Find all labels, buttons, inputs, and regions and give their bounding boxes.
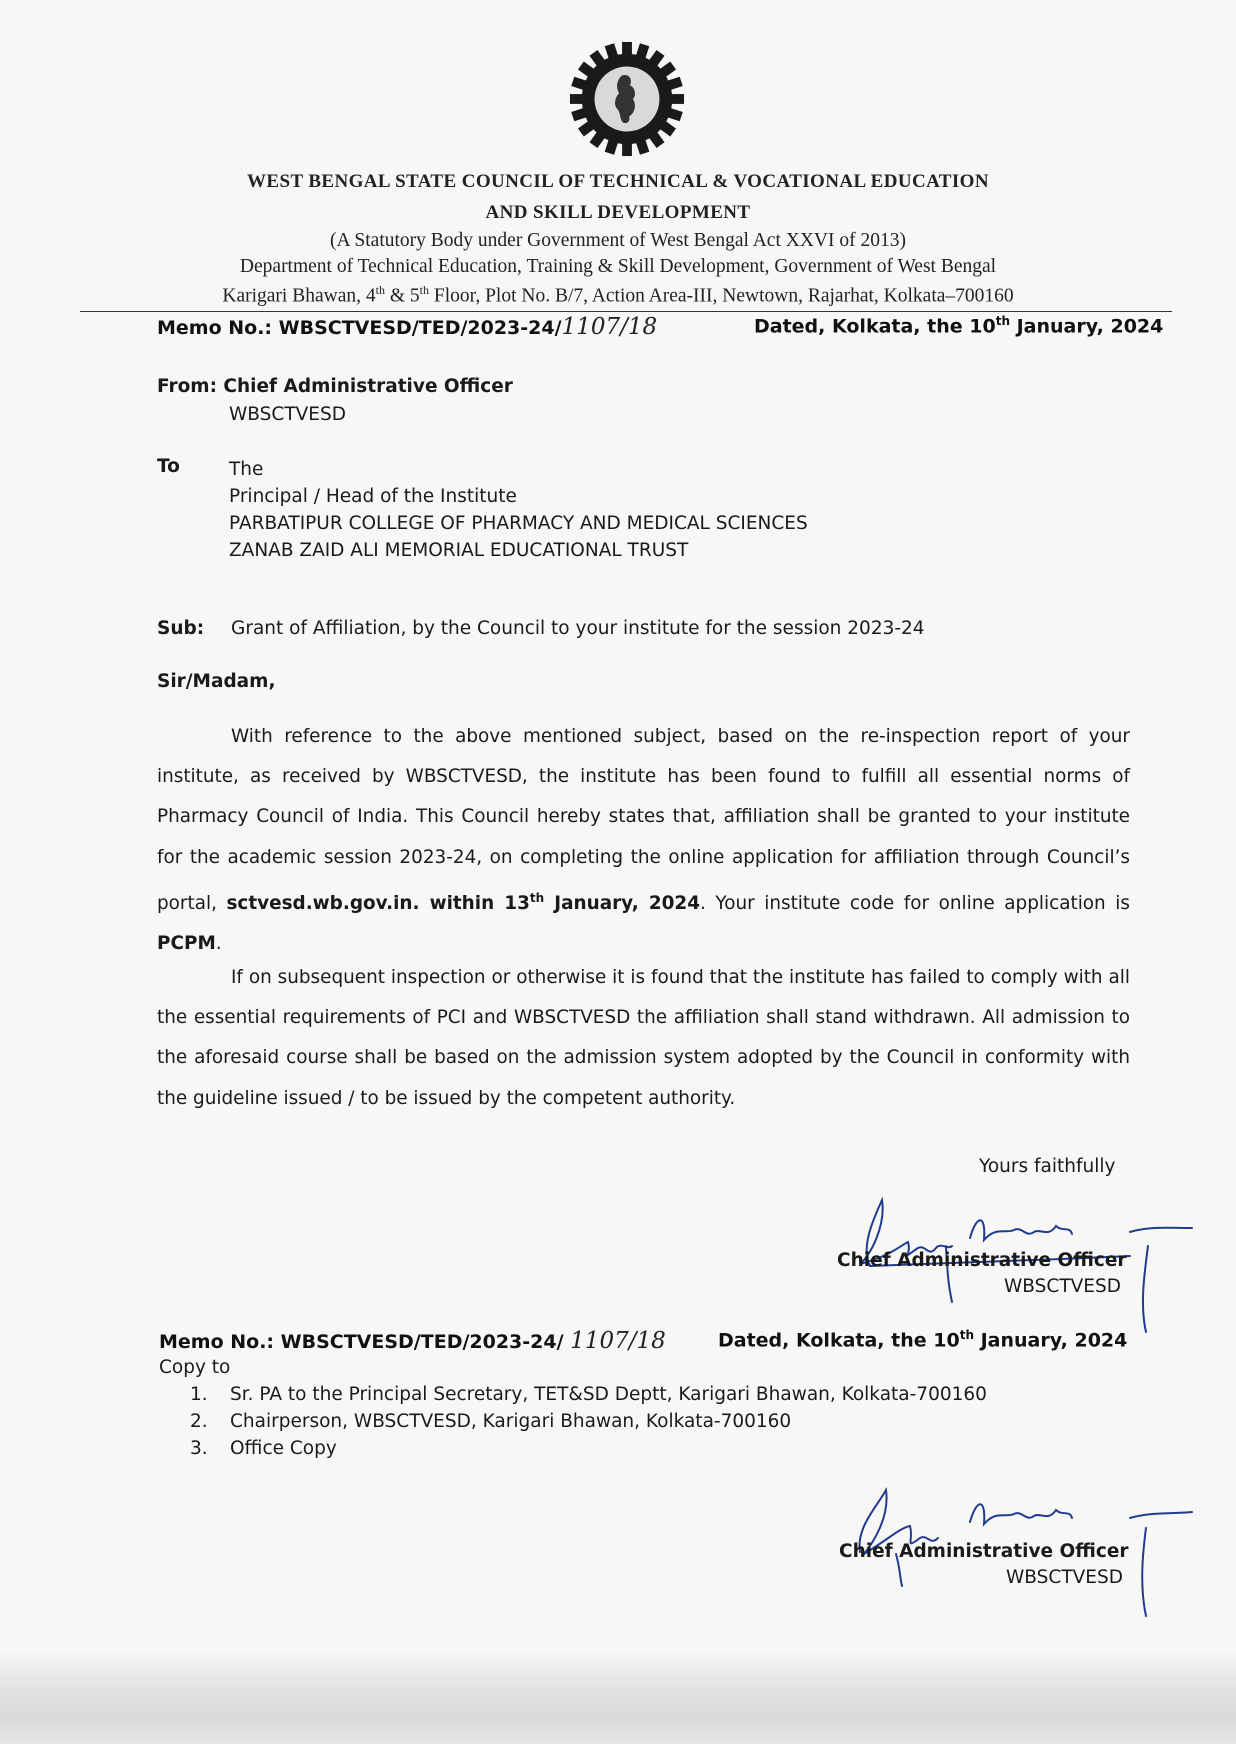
date-prefix: Dated, Kolkata, the 10 <box>754 315 996 338</box>
institute-code: PCPM <box>157 933 216 955</box>
portal-link-text: sctvesd.wb.gov.in. <box>226 892 420 914</box>
header-divider <box>80 311 1172 312</box>
to-line: Principal / Head of the Institute <box>229 486 517 507</box>
body-paragraph-1 <box>157 717 1130 964</box>
date-suffix: January, 2024 <box>973 1329 1128 1352</box>
council-emblem-icon <box>568 40 686 158</box>
date-prefix: Dated, Kolkata, the 10 <box>718 1329 960 1352</box>
list-text: Office Copy <box>230 1438 337 1459</box>
list-item <box>190 1435 987 1462</box>
scan-shadow <box>0 1650 1236 1744</box>
from-org: WBSCTVESD <box>229 404 346 425</box>
copy-to-label: Copy to <box>159 1357 231 1378</box>
to-label: To <box>157 456 180 477</box>
statutory-line: (A Statutory Body under Government of West Bengal Act XXVI of 2013) <box>330 230 906 251</box>
memo-prefix: Memo No.: WBSCTVESD/TED/2023-24/ <box>159 1331 571 1353</box>
salutation: Sir/Madam, <box>157 671 276 692</box>
council-name-line2: AND SKILL DEVELOPMENT <box>485 202 751 223</box>
deadline-sup: th <box>529 890 545 905</box>
date-sup: th <box>959 1328 974 1342</box>
list-item <box>190 1408 987 1435</box>
address-part: Floor, Plot No. B/7, Action Area-III, Newtown, Rajarhat, Kolkata–700160 <box>428 285 1014 307</box>
address-part: & 5 <box>384 285 420 307</box>
date-sup: th <box>995 314 1010 328</box>
signature1-designation: Chief Administrative Officer <box>837 1250 1127 1271</box>
address-sup: th <box>375 283 385 297</box>
para2-text: If on subsequent inspection or otherwise it is found that the institute has failed to comply with all the essential requirements of PCI and WBSCTVESD the affiliation shall stand withdrawn. All admission to the aforesaid course shall be based on the admission system adopted by the Council in conformity with the guideline issued / to be issued by the competent authority. <box>157 967 1130 1109</box>
deadline-text: January, 2024 <box>544 892 701 914</box>
from-designation: Chief Administrative Officer <box>223 376 513 397</box>
memo-handwritten-number: 1107/18 <box>570 1328 666 1354</box>
address-part: Karigari Bhawan, 4 <box>222 285 376 307</box>
para1-text: . <box>215 933 222 955</box>
to-line: The <box>229 459 264 480</box>
copy-to-list <box>190 1381 987 1462</box>
subject-text: Grant of Affiliation, by the Council to your institute for the session 2023-24 <box>231 618 925 639</box>
council-name-line1: WEST BENGAL STATE COUNCIL OF TECHNICAL & VOCATIONAL EDUCATION <box>247 171 989 192</box>
address-line <box>0 283 1236 308</box>
department-line: Department of Technical Education, Training & Skill Development, Government of West Bengal <box>239 256 997 277</box>
memo-handwritten-number: 1107/18 <box>561 314 658 340</box>
list-item <box>190 1381 987 1408</box>
date-suffix: January, 2024 <box>1009 315 1164 338</box>
deadline-text: within 13 <box>419 892 530 914</box>
list-number: 2. <box>190 1411 208 1432</box>
memo-number-top <box>157 314 657 340</box>
memo-prefix: Memo No.: WBSCTVESD/TED/2023-24/ <box>157 317 562 339</box>
from-label: From: <box>157 376 217 397</box>
to-line: PARBATIPUR COLLEGE OF PHARMACY AND MEDICAL SCIENCES <box>229 513 808 534</box>
signature2-org: WBSCTVESD <box>1006 1567 1123 1588</box>
list-number: 1. <box>190 1384 208 1405</box>
to-line: ZANAB ZAID ALI MEMORIAL EDUCATIONAL TRUST <box>229 540 689 561</box>
list-number: 3. <box>190 1438 208 1459</box>
signature2-designation: Chief Administrative Officer <box>839 1541 1129 1562</box>
body-paragraph-2 <box>157 958 1130 1119</box>
to-address <box>229 456 808 564</box>
closing: Yours faithfully <box>979 1156 1116 1177</box>
memo-number-bottom <box>159 1328 666 1354</box>
from-block <box>157 376 513 397</box>
list-text: Sr. PA to the Principal Secretary, TET&SD Deptt, Karigari Bhawan, Kolkata-700160 <box>230 1384 987 1405</box>
memo-date-bottom <box>718 1328 1127 1351</box>
signature1-org: WBSCTVESD <box>1004 1276 1121 1297</box>
address-sup: th <box>419 283 429 297</box>
list-text: Chairperson, WBSCTVESD, Karigari Bhawan, Kolkata-700160 <box>230 1411 792 1432</box>
memo-date-top <box>754 314 1163 337</box>
para1-text: . Your institute code for online application is <box>700 892 1130 914</box>
para1-text: With reference to the above mentioned subject, based on the re-inspection report of your institute, as received by WBSCTVESD, the institute has been found to fulfill all essential norms of Pharmacy Council of India. This Council hereby states that, affiliation shall be granted to your institute for the academic session 2023-24, on completing the online application for affiliation through Council’s portal, <box>157 726 1130 914</box>
subject-label: Sub: <box>157 618 205 639</box>
